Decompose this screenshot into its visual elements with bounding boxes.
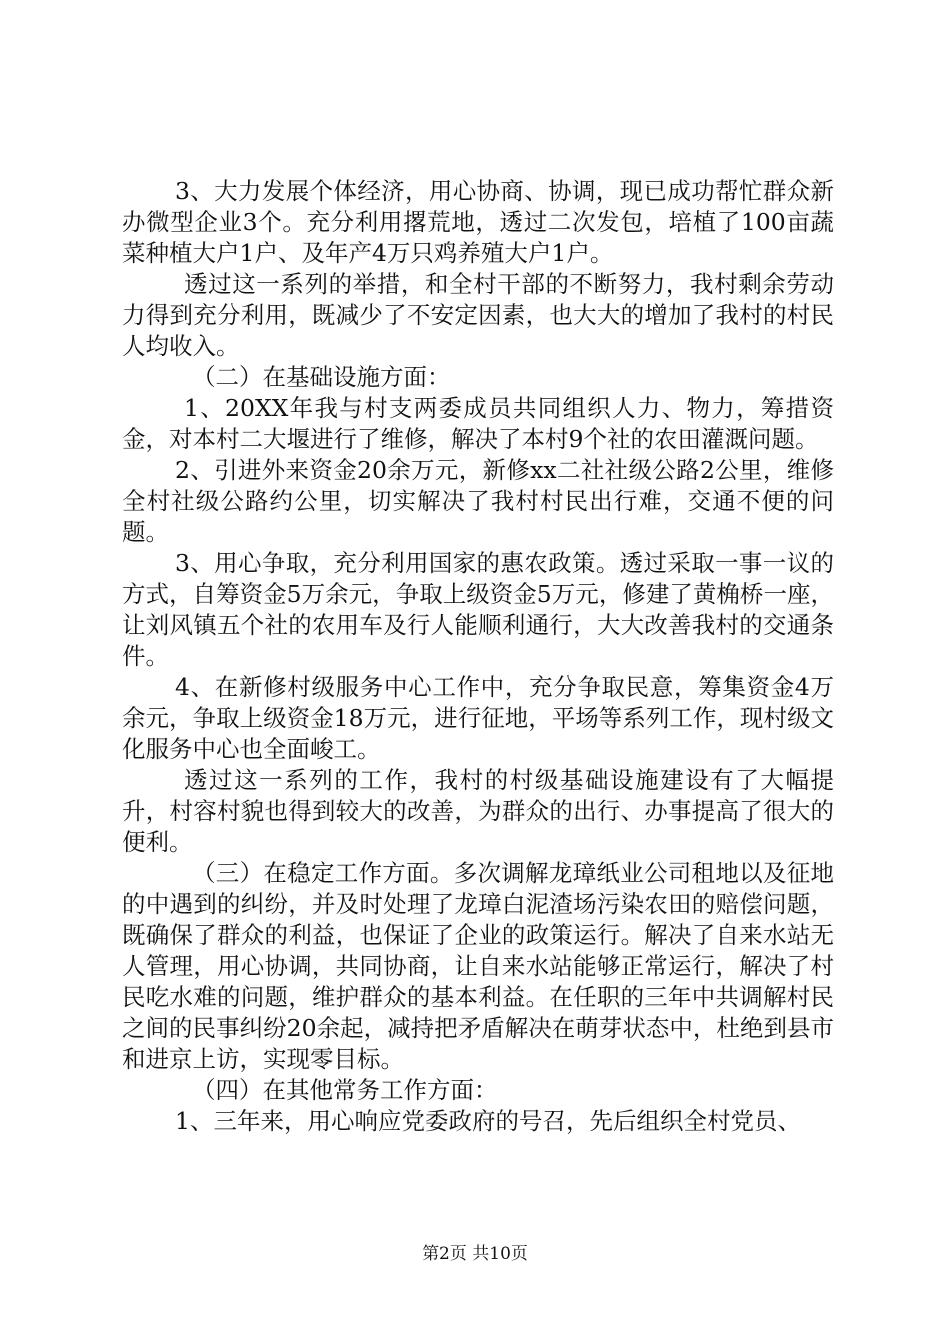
page-footer: 第2页 共10页	[422, 1244, 528, 1264]
paragraph-labor-summary: 透过这一系列的举措，和全村干部的不断努力，我村剩余劳动力得到充分利用，既减少了不安定因素，也大大的增加了我村的村民人均收入。	[122, 270, 834, 360]
document-body	[122, 176, 834, 1137]
paragraph-bridge-construction: 3、用心争取，充分利用国家的惠农政策。透过采取一事一议的方式，自筹资金5万余元，争取上级资金5万元，修建了黄桷桥一座，让刘风镇五个社的农用车及行人能顺利通行，大大改善我村的交通条件。	[122, 549, 834, 670]
section-heading-infrastructure: （二）在基础设施方面：	[192, 363, 451, 391]
paragraph-stability-work: （三）在稳定工作方面。多次调解龙璋纸业公司租地以及征地的中遇到的纠纷，并及时处理了龙璋白泥渣场污染农田的赔偿问题，既确保了群众的利益，也保证了企业的政策运行。解决了自来水站无人管理，用心协调，共同协商，让自来水站能够正常运行，解决了村民吃水难的问题，维护群众的基本利益。在任职的三年中共调解村民之间的民事纠纷20余起，减持把矛盾解决在萌芽状态中，杜绝到县市和进京上访，实现零目标。	[122, 859, 834, 1073]
paragraph-road-construction: 2、引进外来资金20余万元，新修xx二社社级公路2公里，维修全村社级公路约公里，切实解决了我村村民出行难，交通不便的问题。	[122, 456, 834, 546]
section-heading-other-work: （四）在其他常务工作方面：	[192, 1076, 498, 1104]
paragraph-individual-economy: 3、大力发展个体经济，用心协商、协调，现已成功帮忙群众新办微型企业3个。充分利用撂荒地，透过二次发包，培植了100亩蔬菜种植大户1户、及年产4万只鸡养殖大户1户。	[122, 177, 834, 267]
paragraph-infrastructure-summary: 透过这一系列的工作，我村的村级基础设施建设有了大幅提升，村容村貌也得到较大的改善，为群众的出行、办事提高了很大的便利。	[122, 766, 834, 856]
paragraph-party-call: 1、三年来，用心响应党委政府的号召，先后组织全村党员、	[175, 1107, 801, 1135]
paragraph-service-center: 4、在新修村级服务中心工作中，充分争取民意，筹集资金4万余元，争取上级资金18万元，进行征地，平场等系列工作，现村级文化服务中心也全面峻工。	[122, 673, 834, 763]
paragraph-canal-repair: 1、20XX年我与村支两委成员共同组织人力、物力，筹措资金，对本村二大堰进行了维修，解决了本村9个社的农田灌溉问题。	[122, 394, 834, 453]
